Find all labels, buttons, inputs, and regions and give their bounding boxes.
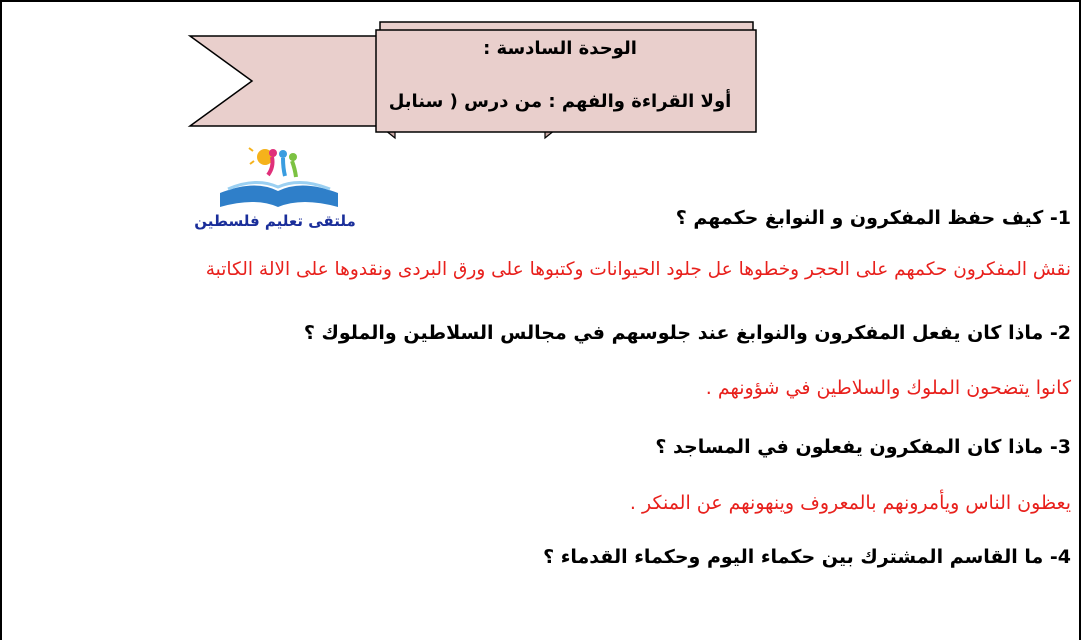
unit-title: الوحدة السادسة :: [483, 38, 637, 59]
logo-book-icon: [180, 145, 370, 215]
answer-4-partial: [1065, 598, 1071, 620]
question-1: 1- كيف حفظ المفكرون و النوابغ حكمهم ؟: [675, 207, 1071, 229]
site-logo: [180, 145, 370, 240]
answer-1: نقش المفكرون حكمهم على الحجر وخطوها عل جلود الحيوانات وكتبوها على ورق البردى ونقدوها على الالة الكاتبة: [205, 259, 1071, 280]
question-2: 2- ماذا كان يفعل المفكرون والنوابغ عند جلوسهم في مجالس السلاطين والملوك ؟: [303, 322, 1071, 344]
logo-text: ملتقى تعليم فلسطين: [194, 212, 356, 230]
question-4: 4- ما القاسم المشترك بين حكماء اليوم وحكماء القدماء ؟: [543, 546, 1071, 568]
ribbon-shape: [180, 18, 760, 140]
answer-3: يعظون الناس ويأمرونهم بالمعروف وينهونهم عن المنكر .: [629, 492, 1071, 514]
lesson-title: أولا القراءة والفهم : من درس ( سنابل: [388, 91, 732, 112]
question-3: 3- ماذا كان المفكرون يفعلون في المساجد ؟: [655, 436, 1071, 458]
title-banner: [180, 18, 760, 140]
answer-2: كانوا يتضحون الملوك والسلاطين في شؤونهم .: [705, 377, 1071, 399]
